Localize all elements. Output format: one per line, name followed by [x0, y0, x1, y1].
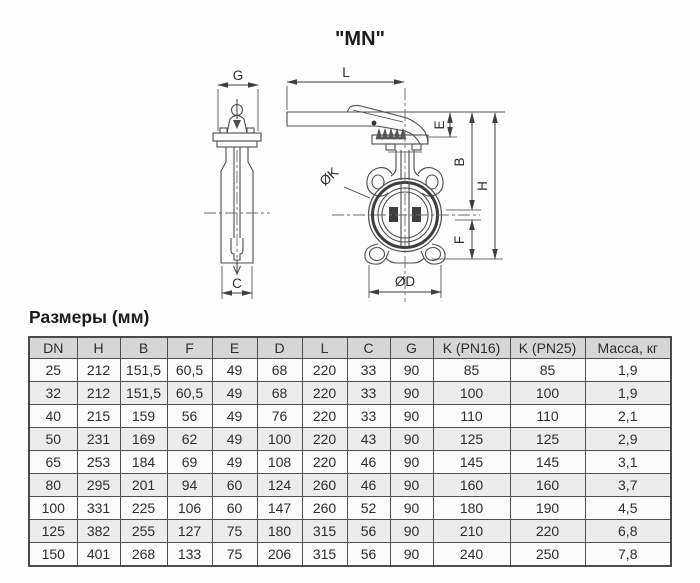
table-cell: 201	[120, 474, 167, 497]
table-cell: 260	[302, 474, 347, 497]
dim-label-b: B	[452, 157, 467, 167]
table-cell: 6,8	[585, 520, 671, 543]
table-cell: 125	[433, 428, 510, 451]
table-cell: 60	[212, 497, 257, 520]
col-header-c: C	[347, 337, 390, 359]
table-cell: 125	[510, 428, 585, 451]
table-cell: 40	[29, 405, 77, 428]
table-cell: 85	[433, 359, 510, 382]
table-cell: 50	[29, 428, 77, 451]
table-cell: 212	[77, 359, 120, 382]
table-cell: 220	[302, 451, 347, 474]
table-cell: 76	[257, 405, 302, 428]
dim-label-dd: ØD	[394, 274, 416, 289]
table-row	[29, 359, 671, 382]
table-cell: 110	[433, 405, 510, 428]
table-row	[29, 497, 671, 520]
table-cell: 90	[390, 520, 433, 543]
table-cell: 56	[167, 405, 212, 428]
dk-leader-line	[344, 187, 370, 198]
table-cell: 127	[167, 520, 212, 543]
table-cell: 160	[510, 474, 585, 497]
table-cell: 125	[29, 520, 77, 543]
table-cell: 69	[167, 451, 212, 474]
table-cell: 295	[77, 474, 120, 497]
table-cell: 49	[212, 451, 257, 474]
table-cell: 60	[212, 474, 257, 497]
table-cell: 315	[302, 543, 347, 567]
col-header-k-pn16: K (PN16)	[433, 337, 510, 359]
table-cell: 49	[212, 428, 257, 451]
table-cell: 46	[347, 451, 390, 474]
table-cell: 62	[167, 428, 212, 451]
table-row	[29, 543, 671, 567]
table-row	[29, 405, 671, 428]
table-cell: 75	[212, 543, 257, 567]
table-cell: 100	[257, 428, 302, 451]
table-cell: 220	[302, 382, 347, 405]
table-cell: 150	[29, 543, 77, 567]
table-cell: 80	[29, 474, 77, 497]
table-cell: 212	[77, 382, 120, 405]
table-cell: 331	[77, 497, 120, 520]
dim-label-g: G	[232, 68, 244, 83]
table-cell: 75	[212, 520, 257, 543]
col-header-k-pn25: K (PN25)	[510, 337, 585, 359]
col-header-e: E	[212, 337, 257, 359]
table-cell: 160	[433, 474, 510, 497]
col-header-b: B	[120, 337, 167, 359]
table-cell: 90	[390, 359, 433, 382]
table-row	[29, 474, 671, 497]
table-cell: 90	[390, 497, 433, 520]
table-cell: 60,5	[167, 359, 212, 382]
table-cell: 3,7	[585, 474, 671, 497]
table-cell: 90	[390, 474, 433, 497]
table-cell: 225	[120, 497, 167, 520]
table-cell: 90	[390, 451, 433, 474]
table-row	[29, 428, 671, 451]
table-cell: 255	[120, 520, 167, 543]
table-cell: 147	[257, 497, 302, 520]
table-cell: 68	[257, 382, 302, 405]
table-cell: 169	[120, 428, 167, 451]
table-cell: 60,5	[167, 382, 212, 405]
table-cell: 180	[257, 520, 302, 543]
table-cell: 49	[212, 405, 257, 428]
table-cell: 4,5	[585, 497, 671, 520]
table-row	[29, 451, 671, 474]
table-cell: 3,1	[585, 451, 671, 474]
table-cell: 220	[302, 428, 347, 451]
table-cell: 151,5	[120, 359, 167, 382]
table-cell: 401	[77, 543, 120, 567]
table-cell: 250	[510, 543, 585, 567]
dim-label-dk: ØK	[316, 164, 342, 189]
col-header-h: H	[77, 337, 120, 359]
table-cell: 180	[433, 497, 510, 520]
table-cell: 1,9	[585, 382, 671, 405]
table-cell: 56	[347, 543, 390, 567]
dimensions-table-body	[29, 359, 671, 567]
table-cell: 49	[212, 359, 257, 382]
dim-label-c: C	[232, 276, 242, 291]
table-cell: 145	[433, 451, 510, 474]
table-cell: 90	[390, 428, 433, 451]
table-cell: 133	[167, 543, 212, 567]
table-cell: 90	[390, 382, 433, 405]
table-cell: 215	[77, 405, 120, 428]
table-row	[29, 520, 671, 543]
table-cell: 220	[510, 520, 585, 543]
table-cell: 268	[120, 543, 167, 567]
table-cell: 124	[257, 474, 302, 497]
dim-label-h: H	[475, 181, 490, 191]
dim-label-f: F	[452, 235, 467, 245]
col-header-g: G	[390, 337, 433, 359]
table-cell: 159	[120, 405, 167, 428]
table-cell: 220	[302, 359, 347, 382]
table-cell: 315	[302, 520, 347, 543]
table-cell: 260	[302, 497, 347, 520]
centerlines	[204, 88, 480, 302]
table-cell: 2,9	[585, 428, 671, 451]
table-cell: 90	[390, 543, 433, 567]
table-cell: 253	[77, 451, 120, 474]
table-cell: 49	[212, 382, 257, 405]
table-cell: 110	[510, 405, 585, 428]
table-header-row	[29, 337, 671, 359]
table-cell: 220	[302, 405, 347, 428]
table-cell: 32	[29, 382, 77, 405]
table-cell: 33	[347, 359, 390, 382]
table-cell: 240	[433, 543, 510, 567]
table-cell: 1,9	[585, 359, 671, 382]
table-cell: 106	[167, 497, 212, 520]
dimension-lines	[218, 82, 503, 299]
table-cell: 190	[510, 497, 585, 520]
table-cell: 68	[257, 359, 302, 382]
table-cell: 206	[257, 543, 302, 567]
table-cell: 33	[347, 405, 390, 428]
col-header-mass: Масса, кг	[585, 337, 671, 359]
table-cell: 56	[347, 520, 390, 543]
table-cell: 43	[347, 428, 390, 451]
table-cell: 7,8	[585, 543, 671, 567]
table-cell: 65	[29, 451, 77, 474]
dimensions-table	[28, 336, 672, 567]
table-cell: 94	[167, 474, 212, 497]
drawing-title: "MN"	[334, 28, 386, 50]
table-row	[29, 382, 671, 405]
dim-label-l: L	[342, 65, 350, 80]
table-cell: 90	[390, 405, 433, 428]
section-heading: Размеры (мм)	[29, 307, 150, 327]
table-cell: 100	[433, 382, 510, 405]
table-cell: 46	[347, 474, 390, 497]
table-cell: 100	[29, 497, 77, 520]
table-cell: 145	[510, 451, 585, 474]
table-cell: 108	[257, 451, 302, 474]
col-header-d: D	[257, 337, 302, 359]
table-cell: 33	[347, 382, 390, 405]
table-cell: 2,1	[585, 405, 671, 428]
table-cell: 52	[347, 497, 390, 520]
table-cell: 231	[77, 428, 120, 451]
dim-label-e: E	[432, 120, 447, 130]
col-header-l: L	[302, 337, 347, 359]
table-cell: 85	[510, 359, 585, 382]
table-cell: 184	[120, 451, 167, 474]
table-cell: 151,5	[120, 382, 167, 405]
table-cell: 25	[29, 359, 77, 382]
table-cell: 100	[510, 382, 585, 405]
dimensions-section	[28, 307, 672, 567]
table-cell: 382	[77, 520, 120, 543]
col-header-f: F	[167, 337, 212, 359]
table-cell: 210	[433, 520, 510, 543]
col-header-dn: DN	[29, 337, 77, 359]
